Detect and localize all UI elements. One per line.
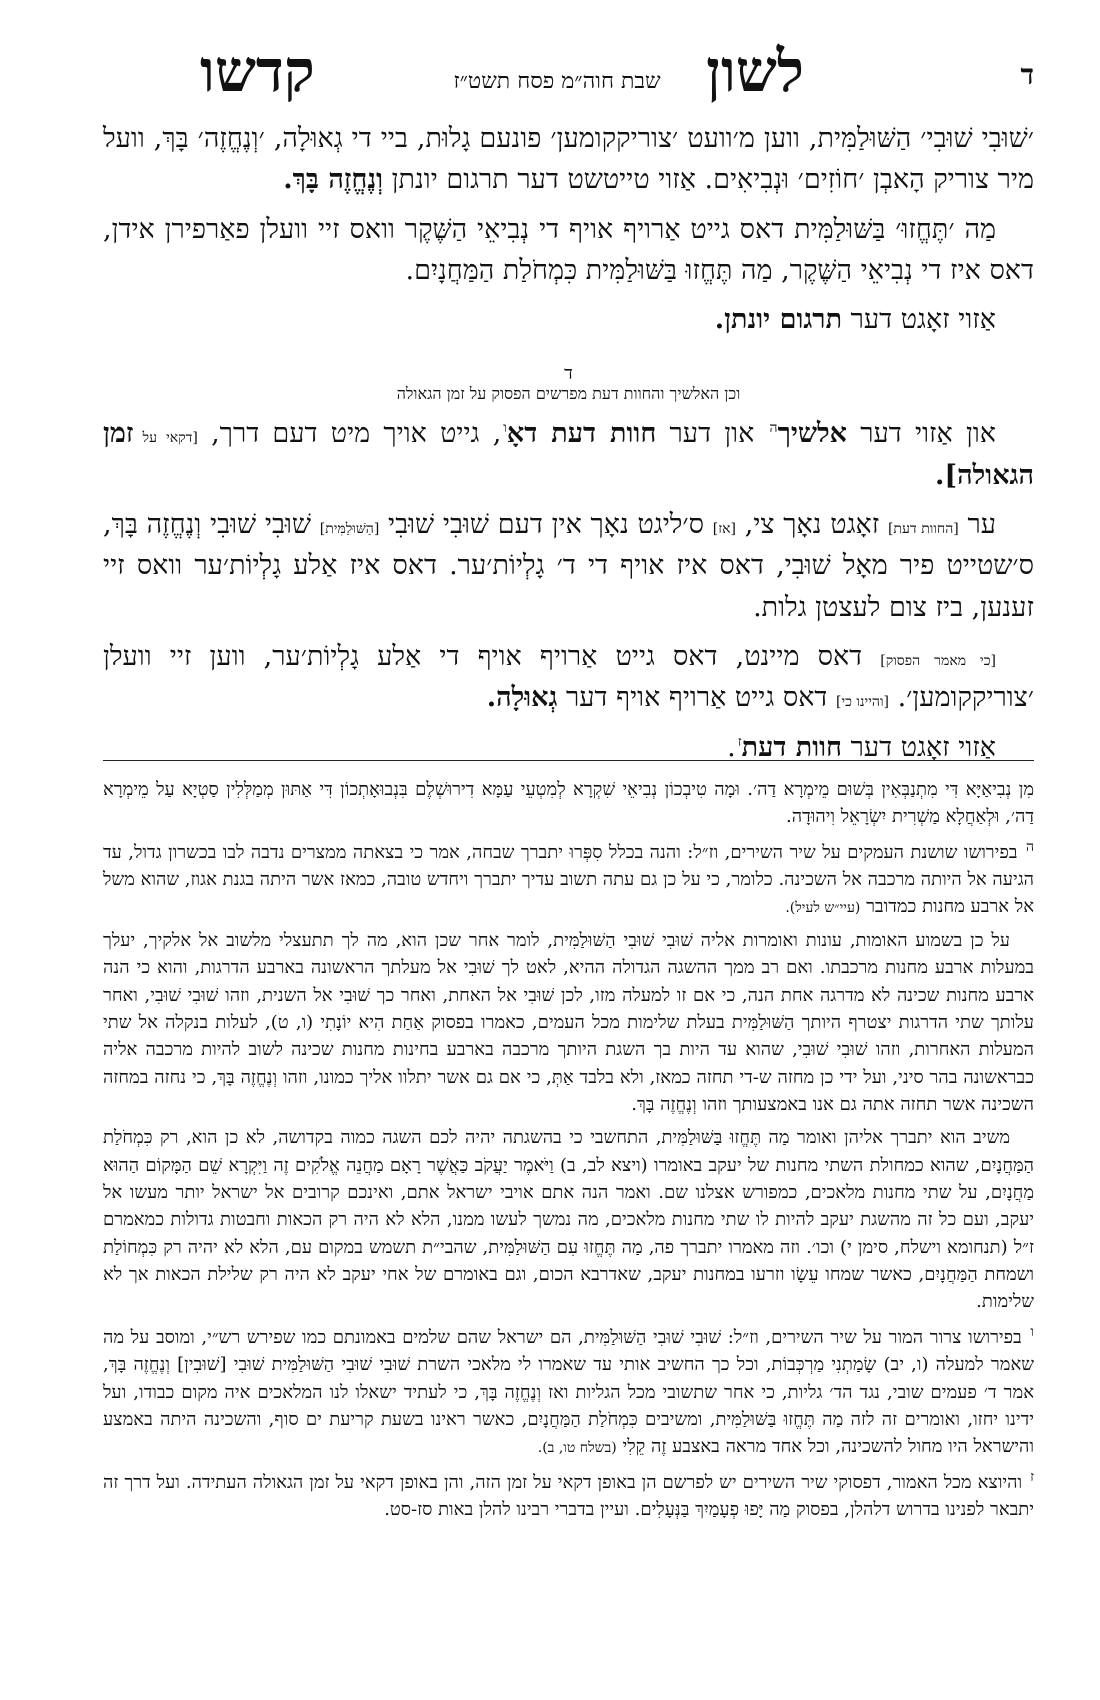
text-run: און דער — [656, 418, 768, 450]
text-run: אַזוי זאָגט דער — [842, 731, 996, 763]
text-run-small: [כי מאמר הפסוק] — [880, 652, 996, 669]
text-run-small: [והיינו כי] — [835, 694, 889, 711]
footnote-text: בפירושו צרור המור על שיר השירים, וז״ל: שׁוּבִי שׁוּבִי הַשּׁוּלַמִּית, הם ישראל שהם שלמים באמונתם כמו שפירש רש״י, ומוסב על מה שאמר למעלה (ו, יב) שָׂמַתְנִי מַרְכְּבוֹת, וכל כך החשיב אותי עד שאמרו לי מלאכי השרת שׁוּבִי שׁוּבִי הַשּׁוּלַמִּית שׁוּבִי [שׁוּבִין] וְנֶחֱזֶה בָּךְ, אמר ד׳ פעמים שובי, נגד הד׳ גליות, כי אחר שתשובי מכל הגליות ואז וְנֶחֱזֶה בָּךְ, כי לעתיד ישאלו לנו המלאכים איה מקום כבודו, ועל ידינו יחזו, ואומרים זה לזה מַה תֶּחֱזוּ בַּשּׁוּלַמִּית, ומשיבים כִּמְחֹלַת הַמַּחֲנָיִם, כאשר ראינו בשעת קריעת ים סוף, והשכינה היתה באמצע והישראל היו מחול להשכינה, וכל אחד מראה באצבע זֶה קֵלִי — [103, 1326, 1035, 1458]
text-run: שׁוּבִי שׁוּבִי וְנֶחֱזֶה בָּךְ, ס׳שטייט פיר מאָל שׁוּבִי, דאס איז אויף די ד׳ גָלְיוֹת׳ער. דאס איז אַלע גָלְיוֹת׳ער וואס זיי זענען, ביז צום לעצטן גלות. — [103, 509, 1034, 623]
main-text — [103, 118, 1034, 776]
footnote-citation: (עיי״ש לעיל). — [785, 900, 861, 917]
footnote-citation: (בשלח טו, ב). — [537, 1440, 617, 1457]
text-run-bold: תרגום יונתן. — [714, 304, 843, 336]
footnote-text: מִן נְבִיאַיָּא דִּי מִתְנַבְּאִין בְּשׁוּם מֵימְרָא דַה׳. וּמָה טִיבְכוֹן נְבִיאֵי שִׁקְרָא לְמִטְעֵי עַמָּא דִירוּשְׁלֶם בִּנְבוּאָתְכוֹן דִּי אַתּוּן מְמַלְּלִין סַטְיָא עַל מֵימְרָא דַה׳, וּלְאַחֲלָא מַשְׁרִית יִשְׂרָאֵל וִיהוּדָה. — [103, 779, 1034, 828]
paragraph — [103, 299, 1034, 340]
text-run-bold: זמן הגאולה]. — [103, 418, 1034, 491]
page-number: ד — [1020, 58, 1034, 91]
text-run-small: [הַשּׁוּלַמִּית] — [319, 521, 380, 538]
text-run: זאָגט נאָך צי, — [736, 509, 888, 541]
footnote — [103, 1467, 1034, 1524]
footnote — [103, 776, 1034, 831]
text-run-bold: חוות דעת דאָ — [506, 418, 657, 450]
footnote — [103, 1124, 1034, 1316]
text-run: אַזוי זאָגט דער — [842, 304, 996, 336]
text-run: ער — [958, 509, 997, 541]
text-run-small: [החוות דעת] — [887, 521, 959, 538]
text-run-small: [אז] — [712, 521, 736, 538]
text-run-small: [דקאי על — [133, 430, 198, 447]
header-title-left: קדשו — [200, 37, 315, 105]
footnote-separator — [103, 760, 1034, 761]
text-run-bold: חוות דעת — [741, 731, 843, 763]
text-run-bold: גְאוּלָה. — [486, 682, 558, 714]
footnote-marker: ה — [1025, 838, 1034, 855]
footnote-marker: ו — [503, 420, 507, 437]
text-run: דאס גייט אַרויף אויף דער — [557, 682, 836, 714]
footnote-text: משיב הוא יתברך אליהן ואומר מַה תֶּחֱזוּ בַּשּׁוּלַמִּית, התחשבי כי בהשגתה יהיה לכם השגה כמוה בקדושה, לא כן הוא, רק כִּמְחֹלַת הַמַּחֲנָיִם, שהוא כמחולת השתי מחנות של יעקב באומרו (ויצא לב, ב) וַיֹּאמֶר יַעֲקֹב כַּאֲשֶׁר רָאָם מַחֲנֵה אֱלֹקִים זֶה וַיִּקְרָא שֵׁם הַמָּקוֹם הַהוּא מַחֲנָיִם, על שתי מחנות מלאכים, כמפורש אצלנו שם. ואמר הנה אתם אויבי ישראל אתם, ואינכם קרובים אל ישראל יותר מעשו אל יעקב, ועם כל זה מהשגת יעקב להיות לו שתי מחנות מלאכים, מה נמשך לעשו ממנו, הלא לא היה רק הכאות וחבטות גדולות כמאמרם ז״ל (תנחומא וישלח, סימן י) וכו׳. וזה מאמרו יתברך פה, מַה תֶּחֱזוּ עִם הַשּׁוּלַמִּית, שהבי״ת תשמש במקום עם, הלא לא יהיה רק כִּמְחוֹלַת ושמחת הַמַּחֲנָיִם, כאשר שמחו עֵשָׂו וזרעו במחנות יעקב, שאדרבא הכום, וגם באומרם של אחי יעקב לא היה רק שלילת הכאות אך לא שלימות. — [103, 1127, 1034, 1313]
header-date: שבת חוה״מ פסח תשט״ז — [453, 69, 661, 94]
footnote-text: והיוצא מכל האמור, דפסוקי שיר השירים יש לפרשם הן באופן דקאי על זמן הזה, והן באופן דקאי על זמן הגאולה העתידה. ועל דרך זה יתבאר לפנינו בדרוש דלהלן, בפסוק מַה יָּפוּ פְעָמַיִךְ בַּנְּעָלִים. ועיין בדברי רבינו להלן באות סז-סט. — [103, 1471, 1034, 1520]
paragraph — [103, 727, 1034, 768]
paragraph — [103, 504, 1034, 628]
text-run: ס׳ליגט נאָך אין דעם שׁוּבִי שׁוּבִי — [379, 509, 713, 541]
text-run-bold: אלשיך — [777, 418, 848, 450]
footnote — [103, 1322, 1034, 1461]
text-run: . — [727, 731, 736, 763]
footnote-marker: ז — [737, 733, 742, 750]
text-run: ׳שׁוּבִי שׁוּבִי׳ הַשּׁוּלַמִּית, ווען מ׳וועט ׳צוריקקומען׳ פונעם גָלוּת, ביי די גְאוּלָה, ׳וְנֶחֱזֶה׳ בָּךְ, וועל מיר צוריק הָאבְן ׳חוֹזִים׳ וּנְבִיאִים. אַזוי טייטשט דער תרגום יונתן — [103, 123, 1034, 196]
footnote-text: על כן בשמוע האומות, עונות ואומרות אליה שׁוּבִי שׁוּבִי הַשּׁוּלַמִּית, לומר אחר שכן הוא, מה לך תתעצלי מלשוב אל אלקיך, יעלך במעלות ארבע מחנות מרכבתו. ואם רב ממך ההשגה הגדולה ההיא, לאט לך שׁוּבִי אל מעלתך הראשונה בארבע הדרגות, והוא כי הנה ארבע מחנות שכינה לא מדרגה אחת הנה, כי אם זו למעלה מזו, לכן שׁוּבִי אל האחת, ואחר כך שׁוּבִי אל השנית, וזהו שׁוּבִי שׁוּבִי, ואחר עלותך שתי הדרגות יצטרף היותך הַשּׁוּלַמִּית בעלת שלימות מכל העמים, כאמרו בפסוק אַחַת הִיא יוֹנָתִי (ו, ט), לעלות בנקלה אל שתי המעלות האחרות, וזהו שׁוּבִי שׁוּבִי, שהוא עד היות בך השגת היותך מרכבה בארבע בחינות מחנות שכינה לשוב להיות מרכבה אליה כבראשונה בהר סיני, ועל ידי כן מחזה ש-די תחזה כמאז, ולא בלבד אַתְּ, כי אם גם אשר יתלוו אליך כמונו, וזהו וְנֶחֱזֶה בָּךְ, כי נחזה במחזה השכינה אשר תחזה אתה גם אנו באמצעותך וזהו וְנֶחֱזֶה בָּךְ. — [103, 929, 1034, 1115]
text-run: דאס מיינט, דאס גייט אַרויף אויף די אַלע גָלְיוֹת׳ער, ווען זיי וועלן ׳צוריקקומען׳. — [103, 640, 1034, 714]
footnote-text: בפירושו שושנת העמקים על שיר השירים, וז״ל: והנה בכלל סִפְּרוּ יתברך שבחה, אמר כי בצאתה ממצרים נדבה לבו בכשרון גדול, עד הגיעה אל היותה מרכבה אל השכינה. כלומר, כי על כן גם עתה תשוב עדיך יתברך ויחדש טובה, כמאז אשר היתה בגנת אגוז, שהוא משל אל ארבע מחנות כמדובר — [103, 841, 1034, 918]
section-subtitle: וכן האלשיך והחוות דעת מפרשים הפסוק על זמן הגאולה — [396, 384, 741, 404]
footnote-marker: ה — [769, 420, 778, 437]
footnote-marker: ז — [1030, 1468, 1034, 1485]
paragraph — [103, 636, 1034, 719]
paragraph — [103, 209, 1034, 292]
text-run-bold: וְנֶחֱזֶה בָּךְ. — [283, 164, 384, 196]
footnote — [103, 837, 1034, 921]
footnote — [103, 927, 1034, 1119]
paragraph — [103, 413, 1034, 496]
text-run: מַה ׳תֶּחֱזוּ׳ בַּשּׁוּלַמִּית דאס גייט אַרויף אויף די נְבִיאֵי הַשֶּׁקֶר וואס זיי וועלן פאַרפירן אידן, דאס איז די נְבִיאֵי הַשֶּׁקֶר, מַה תֶּחֱזוּ בַּשּׁוּלַמִּית כִּמְחֹלַת הַמַּחֲנָיִם. — [103, 213, 1034, 286]
header-title-right: לשון — [706, 37, 804, 105]
page-header — [80, 37, 1034, 105]
footnotes — [103, 776, 1034, 1529]
paragraph — [103, 118, 1034, 201]
text-run: , גייט אויך מיט דעם דרך, — [197, 418, 502, 450]
footnote-marker: ו — [1030, 1323, 1034, 1340]
section-marker: ד — [564, 363, 573, 385]
text-run: און אַזוי דער — [847, 418, 996, 450]
